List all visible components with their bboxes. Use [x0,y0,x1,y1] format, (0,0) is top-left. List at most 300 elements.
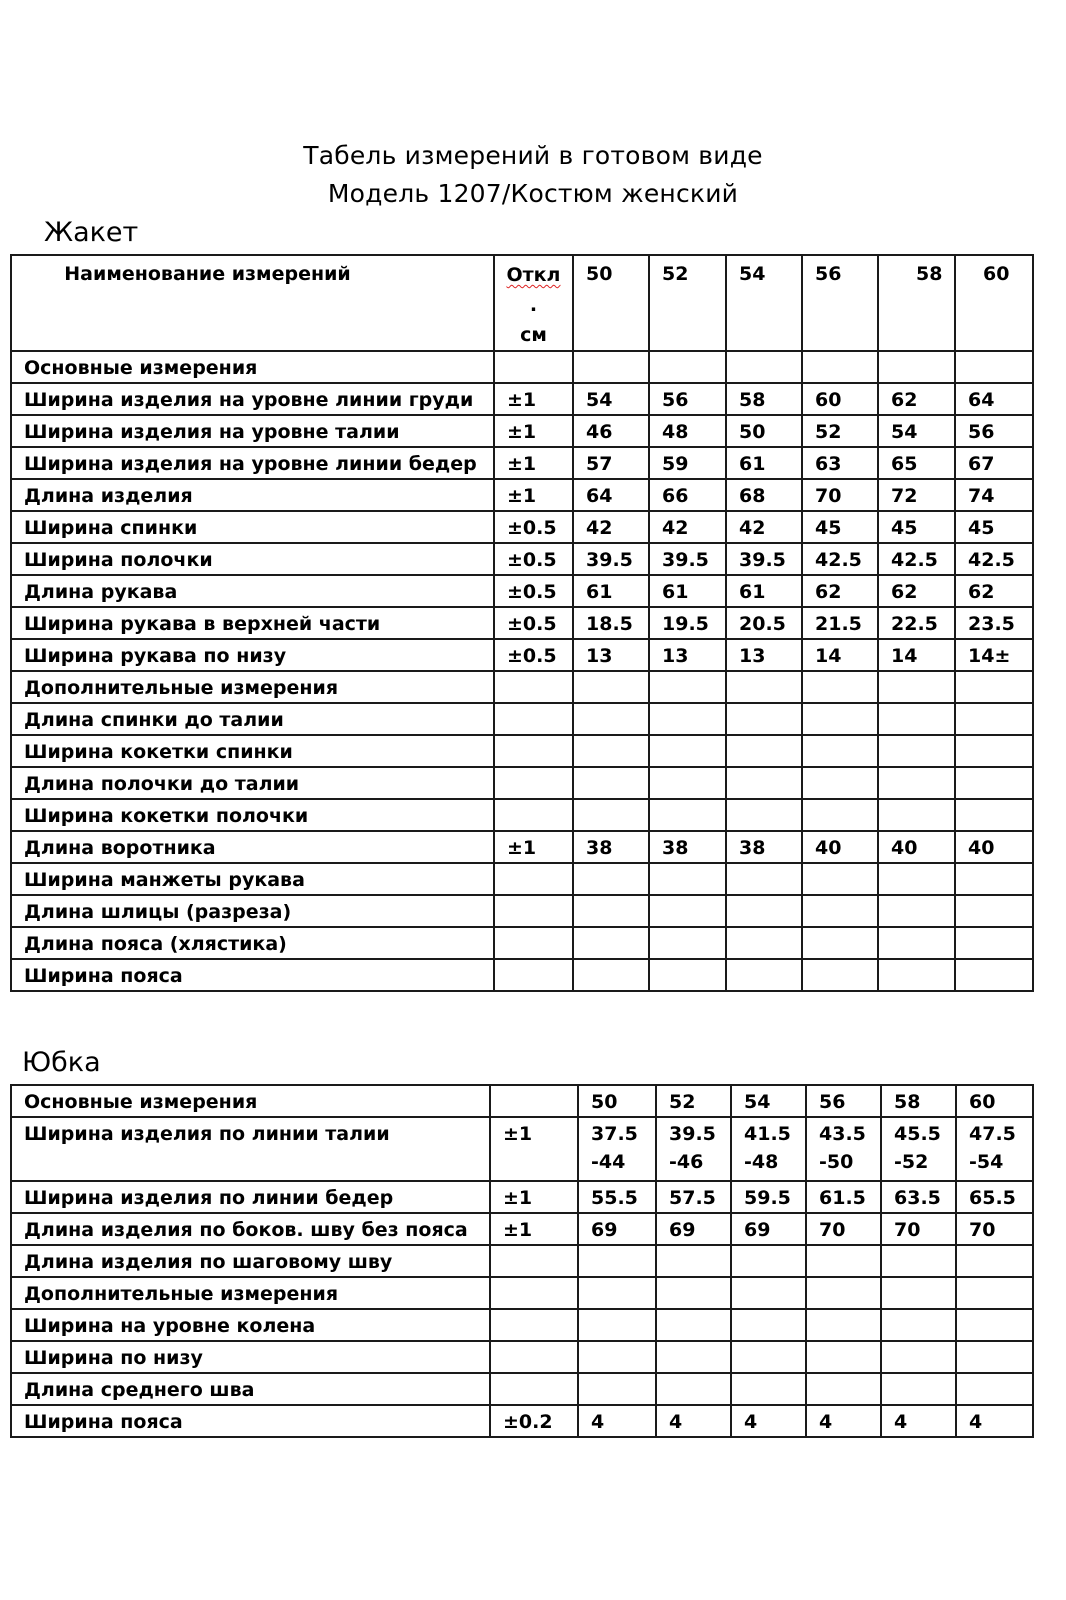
size-value-cell [806,1277,881,1309]
measurement-name: Ширина кокетки спинки [11,735,494,767]
size-value-cell [573,703,649,735]
measurement-name: Ширина изделия по линии бедер [11,1181,490,1213]
size-value-cell: 18.5 [573,607,649,639]
size-value-cell [878,959,955,991]
size-value-cell [573,895,649,927]
tolerance-cell [494,799,573,831]
size-value-cell: 70 [881,1213,956,1245]
size-value-cell [955,927,1033,959]
size-value-cell: 45 [955,511,1033,543]
size-value-cell: 59 [649,447,726,479]
size-value-cell [955,703,1033,735]
tolerance-cell [494,767,573,799]
size-value-cell [656,1245,731,1277]
header-tolerance-dot: . [529,294,538,316]
table-row [11,639,1033,671]
size-value-cell [573,351,649,383]
size-value-cell [955,895,1033,927]
size-value-cell [731,1245,806,1277]
size-value-cell: 72 [878,479,955,511]
tolerance-cell: ±1 [494,447,573,479]
size-value-cell [878,735,955,767]
size-value-range-end: -52 [894,1151,929,1173]
size-value-cell [573,799,649,831]
size-value-cell [726,351,802,383]
size-value-cell [726,799,802,831]
size-value-cell: 69 [578,1213,656,1245]
size-value-cell: 61 [726,575,802,607]
size-value-cell: 45 [878,511,955,543]
size-value-cell: 39.5 [726,543,802,575]
size-value-cell: 54 [573,383,649,415]
size-value-cell: 56 [649,383,726,415]
size-value-range-start: 37.5 [591,1123,638,1145]
table-row [11,927,1033,959]
table-row [11,415,1033,447]
size-value-cell [806,1117,881,1181]
header-size: 56 [806,1085,881,1117]
measurement-name: Ширина изделия на уровне линии груди [11,383,494,415]
table-row [11,1277,1033,1309]
size-value-cell: 62 [878,575,955,607]
size-value-cell: 63.5 [881,1181,956,1213]
size-value-cell [881,1117,956,1181]
size-value-range-end: -54 [969,1151,1004,1173]
table-row [11,351,1033,383]
header-size: 56 [802,255,878,351]
size-value-cell [802,351,878,383]
measurement-name: Длина изделия по шаговому шву [11,1245,490,1277]
measurement-name: Дополнительные измерения [11,1277,490,1309]
tolerance-cell [494,351,573,383]
document-title: Табель измерений в готовом виде [303,141,763,170]
tolerance-cell: ±1 [494,479,573,511]
size-value-cell: 64 [955,383,1033,415]
measurement-name: Ширина изделия на уровне линии бедер [11,447,494,479]
size-value-cell: 61 [649,575,726,607]
size-value-cell: 13 [726,639,802,671]
table-row [11,735,1033,767]
table-row [11,383,1033,415]
size-value-cell [649,799,726,831]
size-value-cell [578,1117,656,1181]
size-value-range-start: 45.5 [894,1123,941,1145]
measurement-name: Ширина пояса [11,959,494,991]
header-tolerance [494,255,573,351]
size-value-cell: 23.5 [955,607,1033,639]
header-size: 50 [578,1085,656,1117]
size-value-cell: 42.5 [955,543,1033,575]
table-row [11,543,1033,575]
header-measurement-name: Наименование измерений [11,255,494,351]
size-value-cell [878,703,955,735]
size-value-cell [649,703,726,735]
measurement-name: Длина изделия [11,479,494,511]
size-value-cell [802,959,878,991]
measurement-name: Длина изделия по боков. шву без пояса [11,1213,490,1245]
size-value-cell [649,735,726,767]
size-value-cell: 61 [573,575,649,607]
table-row [11,1245,1033,1277]
tolerance-cell [494,703,573,735]
size-value-cell [649,767,726,799]
size-value-cell [806,1373,881,1405]
header-size: 60 [955,255,1033,351]
size-value-cell [881,1245,956,1277]
size-value-range-end: -50 [819,1151,854,1173]
size-value-cell [878,351,955,383]
size-value-cell [806,1341,881,1373]
size-value-range-end: -46 [669,1151,704,1173]
size-value-cell [881,1277,956,1309]
table-row [11,1181,1033,1213]
measurement-name: Длина шлицы (разреза) [11,895,494,927]
size-value-cell [955,671,1033,703]
tolerance-cell: ±0.2 [490,1405,578,1437]
size-value-cell: 38 [726,831,802,863]
size-value-cell: 22.5 [878,607,955,639]
size-value-cell: 62 [878,383,955,415]
table-row [11,1405,1033,1437]
size-value-cell [656,1277,731,1309]
size-value-cell [955,863,1033,895]
size-value-cell: 38 [573,831,649,863]
header-size: 58 [881,1085,956,1117]
size-value-cell [726,703,802,735]
tolerance-cell: ±0.5 [494,639,573,671]
size-value-cell [649,895,726,927]
size-value-cell [573,927,649,959]
size-value-cell [656,1117,731,1181]
table-row [11,1117,1033,1181]
tolerance-cell [490,1373,578,1405]
measurement-name: Ширина пояса [11,1405,490,1437]
size-value-cell [955,735,1033,767]
header-size: 54 [731,1085,806,1117]
tolerance-cell: ±1 [494,415,573,447]
size-value-cell [878,895,955,927]
size-value-cell: 59.5 [731,1181,806,1213]
measurement-name: Ширина рукава в верхней части [11,607,494,639]
measurement-name: Ширина на уровне колена [11,1309,490,1341]
table-row [11,511,1033,543]
size-value-cell: 48 [649,415,726,447]
table-row [11,863,1033,895]
size-value-cell [578,1341,656,1373]
measurement-name: Ширина изделия на уровне талии [11,415,494,447]
size-value-cell: 57.5 [656,1181,731,1213]
tolerance-cell: ±1 [494,383,573,415]
jacket-header-row [11,255,1033,351]
header-tolerance [490,1085,578,1117]
tolerance-cell [490,1341,578,1373]
measurement-name: Длина спинки до талии [11,703,494,735]
table-row [11,959,1033,991]
size-value-cell [649,671,726,703]
table-row [11,799,1033,831]
measurement-name: Основные измерения [11,351,494,383]
size-value-cell: 40 [878,831,955,863]
tolerance-cell [494,735,573,767]
size-value-cell [802,767,878,799]
table-row [11,671,1033,703]
size-value-cell [573,735,649,767]
tolerance-cell [494,671,573,703]
measurement-name: Ширина изделия по линии талии [11,1117,490,1181]
size-value-cell: 4 [731,1405,806,1437]
tolerance-cell [494,863,573,895]
size-value-cell [878,767,955,799]
size-value-cell: 70 [806,1213,881,1245]
size-value-cell: 66 [649,479,726,511]
size-value-cell: 55.5 [578,1181,656,1213]
size-value-cell: 42.5 [802,543,878,575]
measurement-name: Длина воротника [11,831,494,863]
size-value-cell [726,671,802,703]
size-value-range-start: 47.5 [969,1123,1016,1145]
size-value-cell [956,1117,1033,1181]
size-value-cell: 4 [578,1405,656,1437]
size-value-cell: 21.5 [802,607,878,639]
measurement-name: Длина полочки до талии [11,767,494,799]
measurement-name: Дополнительные измерения [11,671,494,703]
jacket-section-label: Жакет [44,217,139,248]
table-row [11,1341,1033,1373]
size-value-cell: 45 [802,511,878,543]
tolerance-cell: ±1 [490,1181,578,1213]
tolerance-cell [494,959,573,991]
tolerance-cell: ±0.5 [494,511,573,543]
size-value-cell: 61 [726,447,802,479]
size-value-cell [731,1309,806,1341]
size-value-cell: 62 [802,575,878,607]
size-value-cell [956,1309,1033,1341]
size-value-cell: 4 [881,1405,956,1437]
size-value-cell [578,1373,656,1405]
size-value-cell: 60 [802,383,878,415]
measurement-name: Ширина кокетки полочки [11,799,494,831]
measurement-name: Длина пояса (хлястика) [11,927,494,959]
measurement-name: Ширина полочки [11,543,494,575]
size-value-cell: 64 [573,479,649,511]
document-subtitle: Модель 1207/Костюм женский [327,179,739,208]
table-row [11,703,1033,735]
size-value-cell [878,671,955,703]
header-tolerance-unit: см [520,324,547,346]
size-value-cell: 52 [802,415,878,447]
measurement-name: Ширина спинки [11,511,494,543]
size-value-cell: 20.5 [726,607,802,639]
size-value-cell [802,735,878,767]
size-value-cell: 19.5 [649,607,726,639]
size-value-cell: 39.5 [573,543,649,575]
size-value-cell: 42 [573,511,649,543]
tolerance-cell: ±0.5 [494,543,573,575]
size-value-cell: 4 [656,1405,731,1437]
size-value-cell [649,959,726,991]
measurement-name: Длина среднего шва [11,1373,490,1405]
table-row [11,575,1033,607]
size-value-cell: 46 [573,415,649,447]
table-row [11,607,1033,639]
size-value-cell: 65 [878,447,955,479]
size-value-cell: 42.5 [878,543,955,575]
size-value-cell: 38 [649,831,726,863]
jacket-measurements-table [10,254,1034,992]
header-size: 52 [649,255,726,351]
size-value-cell: 62 [955,575,1033,607]
table-row [11,831,1033,863]
size-value-cell [578,1309,656,1341]
size-value-cell: 57 [573,447,649,479]
size-value-cell [726,959,802,991]
tolerance-cell: ±0.5 [494,575,573,607]
size-value-cell: 40 [802,831,878,863]
size-value-cell [656,1373,731,1405]
size-value-cell: 63 [802,447,878,479]
size-value-cell: 69 [656,1213,731,1245]
header-measurement-name: Основные измерения [11,1085,490,1117]
tolerance-cell [490,1277,578,1309]
size-value-cell: 65.5 [956,1181,1033,1213]
size-value-cell [726,735,802,767]
size-value-cell: 74 [955,479,1033,511]
size-value-cell: 50 [726,415,802,447]
size-value-cell [878,863,955,895]
header-tolerance-word: Откл [506,264,561,286]
size-value-cell: 54 [878,415,955,447]
size-value-range-start: 39.5 [669,1123,716,1145]
header-size: 52 [656,1085,731,1117]
size-value-cell [955,959,1033,991]
size-value-cell: 56 [955,415,1033,447]
size-value-cell: 68 [726,479,802,511]
size-value-cell [578,1245,656,1277]
size-value-range-start: 43.5 [819,1123,866,1145]
size-value-cell: 70 [956,1213,1033,1245]
size-value-cell [802,799,878,831]
tolerance-cell [494,895,573,927]
size-value-cell [726,863,802,895]
size-value-cell [955,351,1033,383]
skirt-header-row [11,1085,1033,1117]
size-value-cell: 61.5 [806,1181,881,1213]
table-row [11,479,1033,511]
size-value-cell: 70 [802,479,878,511]
size-value-cell [573,671,649,703]
header-size: 54 [726,255,802,351]
header-size: 50 [573,255,649,351]
size-value-cell: 69 [731,1213,806,1245]
size-value-range-start: 41.5 [744,1123,791,1145]
size-value-cell [802,895,878,927]
size-value-cell [649,927,726,959]
table-row [11,1213,1033,1245]
size-value-cell: 14 [878,639,955,671]
tolerance-cell [490,1245,578,1277]
size-value-cell [573,959,649,991]
size-value-cell [955,767,1033,799]
tolerance-cell [490,1309,578,1341]
size-value-cell [802,671,878,703]
table-row [11,1373,1033,1405]
size-value-cell [956,1373,1033,1405]
measurement-name: Ширина рукава по низу [11,639,494,671]
measurement-name: Ширина по низу [11,1341,490,1373]
size-value-cell [881,1309,956,1341]
size-value-cell [656,1309,731,1341]
size-value-cell: 13 [649,639,726,671]
size-value-cell [731,1373,806,1405]
size-value-cell [731,1277,806,1309]
size-value-cell [878,799,955,831]
size-value-cell [806,1309,881,1341]
header-size: 60 [956,1085,1033,1117]
size-value-cell [956,1277,1033,1309]
size-value-cell: 42 [726,511,802,543]
size-value-cell [878,927,955,959]
size-value-cell [578,1277,656,1309]
table-row [11,895,1033,927]
size-value-cell [731,1117,806,1181]
tolerance-cell: ±1 [494,831,573,863]
size-value-range-end: -48 [744,1151,779,1173]
tolerance-cell: ±0.5 [494,607,573,639]
size-value-cell [726,767,802,799]
size-value-cell [656,1341,731,1373]
measurement-name: Ширина манжеты рукава [11,863,494,895]
size-value-cell: 67 [955,447,1033,479]
size-value-cell: 42 [649,511,726,543]
size-value-cell [802,703,878,735]
size-value-cell [881,1341,956,1373]
size-value-cell: 40 [955,831,1033,863]
size-value-cell: 14 [802,639,878,671]
size-value-cell [726,895,802,927]
size-value-cell: 14± [955,639,1033,671]
size-value-cell [956,1341,1033,1373]
tolerance-cell: ±1 [490,1117,578,1181]
size-value-cell: 13 [573,639,649,671]
size-value-cell [573,863,649,895]
size-value-cell [881,1373,956,1405]
size-value-cell: 4 [806,1405,881,1437]
skirt-section-label: Юбка [22,1047,101,1078]
table-row [11,767,1033,799]
size-value-cell [806,1245,881,1277]
measurement-name: Длина рукава [11,575,494,607]
size-value-cell [802,927,878,959]
size-value-cell: 4 [956,1405,1033,1437]
tolerance-cell: ±1 [490,1213,578,1245]
tolerance-cell [494,927,573,959]
size-value-cell [955,799,1033,831]
size-value-cell [802,863,878,895]
size-value-cell [731,1341,806,1373]
size-value-cell [649,863,726,895]
size-value-cell [649,351,726,383]
size-value-range-end: -44 [591,1151,626,1173]
table-row [11,447,1033,479]
header-size: 58 [878,255,955,351]
skirt-measurements-table [10,1084,1034,1438]
table-row [11,1309,1033,1341]
size-value-cell [726,927,802,959]
size-value-cell: 39.5 [649,543,726,575]
size-value-cell [573,767,649,799]
size-value-cell [956,1245,1033,1277]
size-value-cell: 58 [726,383,802,415]
